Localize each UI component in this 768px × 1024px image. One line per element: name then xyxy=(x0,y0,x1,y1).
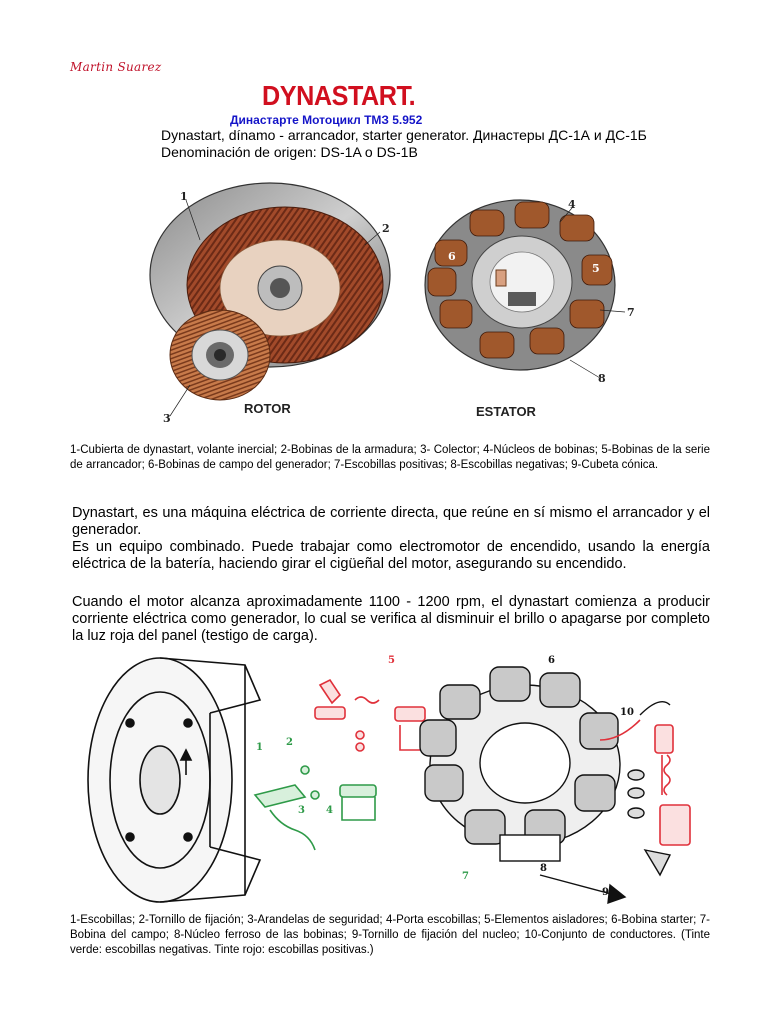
figure1-caption: 1-Cubierta de dynastart, volante inercial; 2-Bobinas de la armadura; 3- Colector; 4-Núcleos de bobinas; 5-Bobinas de la serie de arrancador; 6-Bobinas de campo del generador; 7-Escobillas positivas; 8-Escobillas negativas; 9-Cubeta cónica. xyxy=(70,444,710,471)
intro-line-2: Denominación de origen: DS-1A o DS-1B xyxy=(161,144,418,160)
paragraph-generator: Cuando el motor alcanza aproximadamente 1100 - 1200 rpm, el dynastart comienza a producir corriente eléctrica como generador, lo cual se verifica al disminuir el brillo o apagarse por completo la luz roja del panel (testigo de carga). xyxy=(72,594,710,644)
intro-text xyxy=(161,127,721,161)
positive-brush-parts xyxy=(315,680,425,751)
page-title: DYNASTART. xyxy=(262,80,416,111)
paragraph-combined: Es un equipo combinado. Puede trabajar como electromotor de encendido, usando la energía eléctrica de la batería, haciendo girar el cigüeñal del motor, asegurando su encendido. xyxy=(72,539,710,572)
intro-line-1: Dynastart, dínamo - arrancador, starter generator. Династеры ДС-1А и ДС-1Б xyxy=(161,127,647,143)
rotor-drawing xyxy=(150,183,390,400)
author-name: Martin Suarez xyxy=(70,60,162,74)
figure2-caption: 1-Escobillas; 2-Tornillo de fijación; 3-Arandelas de seguridad; 4-Porta escobillas; 5-Elementos aisladores; 6-Bobina starter; 7-Bobina del campo; 8-Núcleo ferroso de las bobinas; 9-Tornillo de fijación del nucleo; 10-Conjunto de conductores. (Tinte verde: escobillas negativas. Tinte rojo: escobillas positivas.) xyxy=(70,914,710,956)
stator-label: ESTATOR xyxy=(476,404,536,419)
callout-9: 9 xyxy=(602,887,609,898)
callout-1: 1 xyxy=(180,190,188,203)
callout-5: 5 xyxy=(388,655,395,666)
callout-4: 4 xyxy=(326,805,333,816)
rotor-label: ROTOR xyxy=(244,401,291,416)
rotor-stator-illustration xyxy=(130,160,650,425)
callout-6: 6 xyxy=(448,250,456,263)
callout-6: 6 xyxy=(548,655,555,666)
callout-3: 3 xyxy=(163,412,171,425)
callout-8: 8 xyxy=(598,372,606,385)
description-block xyxy=(72,505,710,573)
housing-drawing xyxy=(88,658,260,902)
paragraph-definition: Dynastart, es una máquina eléctrica de corriente directa, que reúne en sí mismo el arrancador y el generador. xyxy=(72,505,710,538)
negative-brush-parts xyxy=(255,766,376,850)
callout-10: 10 xyxy=(620,707,634,718)
callout-3: 3 xyxy=(298,805,305,816)
callout-7: 7 xyxy=(462,871,469,882)
exploded-view-illustration xyxy=(70,645,710,907)
callout-7: 7 xyxy=(627,306,635,319)
stator-drawing xyxy=(425,200,615,370)
callout-1: 1 xyxy=(256,742,263,753)
callout-8: 8 xyxy=(540,863,547,874)
callout-2: 2 xyxy=(382,222,390,235)
callout-5: 5 xyxy=(592,262,600,275)
page-subtitle: Династарте Мотоцикл ТМЗ 5.952 xyxy=(230,113,423,127)
callout-2: 2 xyxy=(286,737,293,748)
callout-4: 4 xyxy=(568,198,576,211)
